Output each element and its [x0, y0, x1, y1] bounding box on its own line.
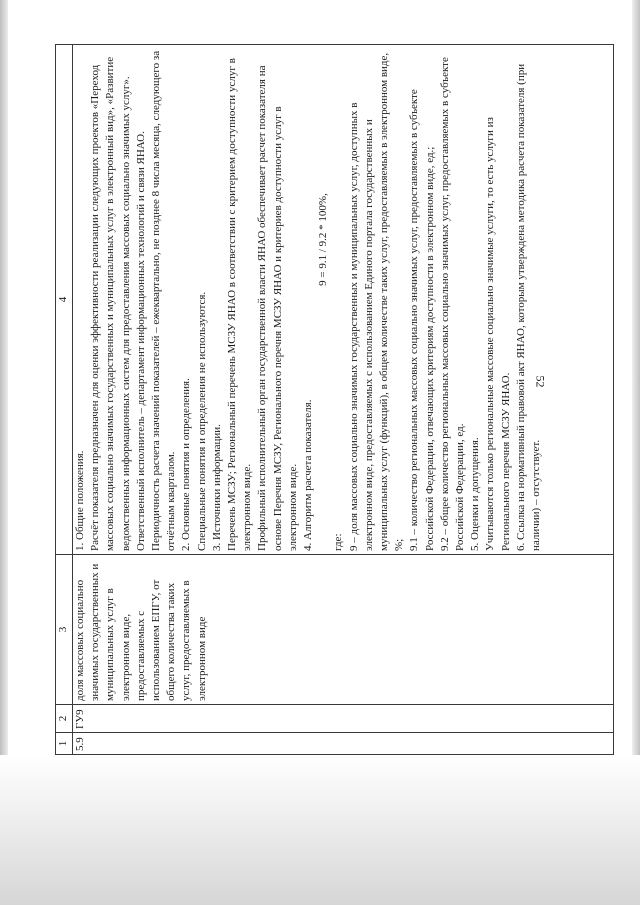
desc-line: 6. Ссылка на нормативный правовой акт ЯНАО, которым утверждена методика расчета показателя (при наличии) – отсутствует. — [514, 63, 543, 551]
desc-line: где: — [332, 533, 345, 551]
indicator-table — [55, 44, 614, 755]
row-description-cell — [73, 45, 614, 555]
table-header-row — [56, 45, 73, 755]
desc-line: Профильный исполнительный орган государственной власти ЯНАО обеспечивает расчет показателя на основе Перечня МСЗУ, Регионального перечня МСЗУ ЯНАО и критериев доступности услуг в электронном виде. — [256, 65, 299, 551]
table-row — [73, 45, 614, 755]
desc-line: 9.1 – количество региональных массовых социально значимых услуг, предоставляемых в субъекте Российской Федерации, отвечающих критериям доступности в электронном виде, ед.; — [408, 89, 436, 551]
desc-line: Периодичность расчета значений показателей – ежеквартально, не позднее 8 числа месяца, следующего за отчётным кварталом. — [150, 50, 178, 551]
desc-line: 4. Алгоритм расчета показателя. — [302, 399, 315, 551]
desc-line: Специальные понятия и определения не используются. — [195, 291, 208, 551]
desc-line: 1. Общие положения. — [74, 450, 86, 551]
page-number: 52 — [533, 375, 548, 388]
desc-line: 9.2 – общее количество региональных массовых социально значимых услуг, предоставляемых в субъекте Российской Федерации, ед. — [438, 57, 467, 551]
desc-line: Расчёт показателя предназначен для оценки эффективности реализации следующих проектов «Переход массовых социально значимых государственных и муниципальных услуг в электронный вид», «Развитие ведомственных информационных систем для предоставления массовых социально значимых услуг». — [89, 56, 132, 551]
column-header-2: 2 — [56, 705, 73, 733]
desc-line: 3. Источники информации. — [210, 424, 223, 551]
row-name-cell: доля массовых социально значимых государственных и муниципальных услуг в электронном виде, предоставляемых с использованием ЕПГУ, от общего количества таких услуг, предоставляемых в электронном виде — [73, 555, 614, 705]
desc-line: 5. Оценки и допущения. — [469, 437, 482, 551]
row-code-cell: ГУ9 — [73, 705, 614, 733]
desc-line: 2. Основные понятия и определения. — [180, 378, 193, 551]
formula: 9 = 9.1 / 9.2 * 100%, — [317, 193, 330, 286]
column-header-1: 1 — [56, 733, 73, 755]
row-number-cell: 5.9 — [73, 733, 614, 755]
desc-line: 9 – доля массовых социально значимых государственных и муниципальных услуг, доступных в электронном виде, предоставляемых с использованием Единого портала государственных и муниципальных услуг (функций), в общем количестве таких услуг, предоставляемых в электронном виде, %; — [347, 52, 406, 551]
rotated-table-area — [55, 45, 615, 755]
scan-shadow-bottom — [0, 755, 640, 905]
column-header-3: 3 — [56, 555, 73, 705]
column-header-4: 4 — [56, 45, 73, 555]
desc-line: Учитываются только региональные массовые социально значимые услуги, то есть услуги из Регионального перечня МСЗУ ЯНАО. — [484, 117, 512, 551]
desc-line: Перечень МСЗУ; Региональный перечень МСЗУ ЯНАО в соответствии с критерием доступности услуг в электронном виде. — [226, 58, 254, 551]
desc-line: Ответственный исполнитель – департамент информационных технологий и связи ЯНАО. — [134, 131, 147, 551]
